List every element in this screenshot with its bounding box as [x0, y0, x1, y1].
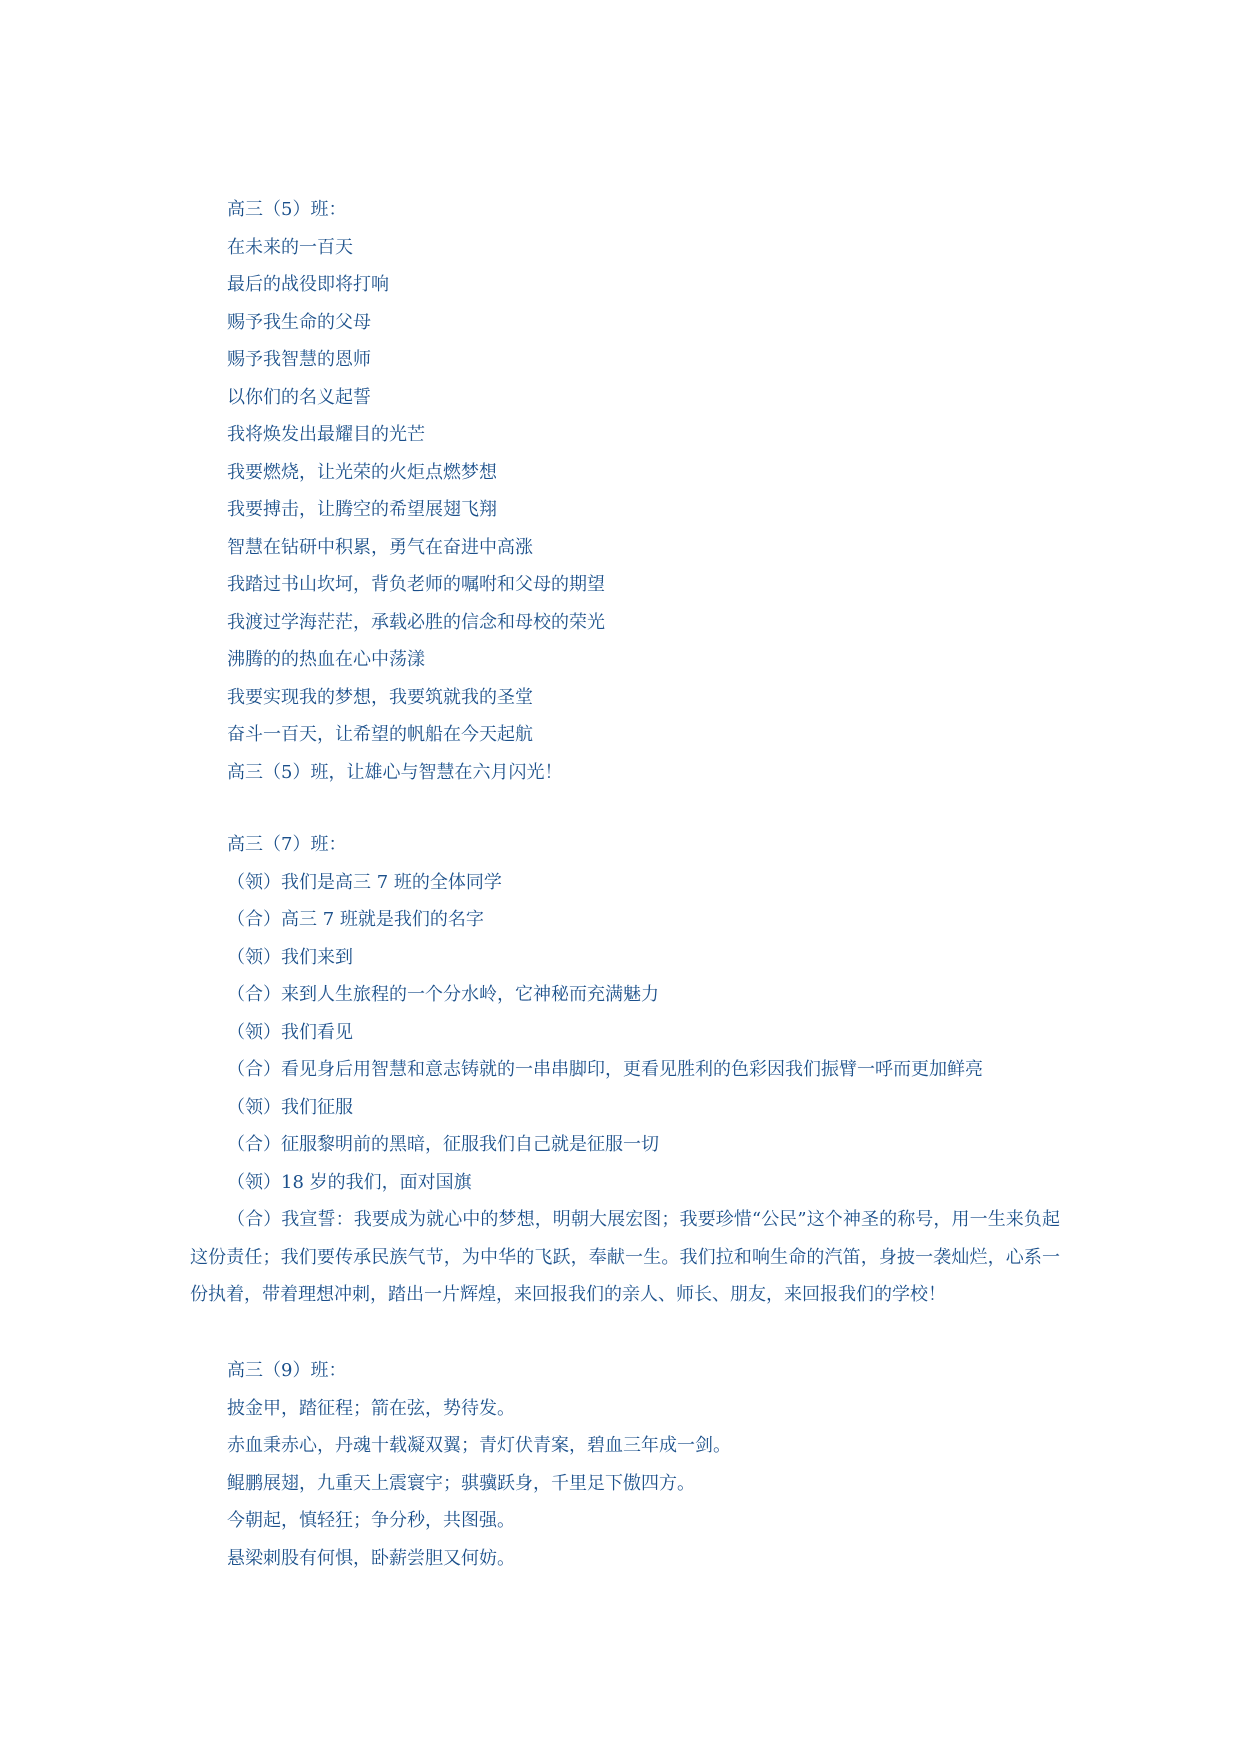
pledge-line: 赐予我智慧的恩师: [227, 349, 371, 370]
pledge-line: 奋斗一百天，让希望的帆船在今天起航: [227, 724, 533, 745]
pledge-line: （领）我们是高三 7 班的全体同学: [227, 871, 502, 893]
pledge-line: 智慧在钻研中积累，勇气在奋进中高涨: [227, 536, 533, 558]
pledge-line: 赐予我生命的父母: [227, 311, 371, 333]
class-9-pledge: [190, 1352, 1060, 1577]
pledge-line: 沸腾的的热血在心中荡漾: [227, 649, 425, 670]
pledge-line: （领）我们征服: [227, 1096, 353, 1118]
pledge-line: 在未来的一百天: [227, 236, 353, 258]
pledge-line: 披金甲，踏征程；箭在弦，势待发。: [227, 1397, 515, 1419]
pledge-line: （领）我们看见: [227, 1021, 353, 1043]
pledge-line: 我要搏击，让腾空的希望展翅飞翔: [227, 499, 497, 520]
pledge-line: （领）18 岁的我们，面对国旗: [227, 1171, 472, 1193]
pledge-line: 高三（5）班，让雄心与智慧在六月闪光！: [227, 761, 563, 783]
pledge-line: （合）看见身后用智慧和意志铸就的一串串脚印，更看见胜利的色彩因我们振臂一呼而更加鲜亮: [227, 1059, 983, 1080]
pledge-line: 最后的战役即将打响: [227, 274, 389, 295]
section-title: 高三（7）班：: [227, 834, 347, 855]
class-7-pledge: [190, 826, 1060, 1314]
pledge-line: （合）来到人生旅程的一个分水岭，它神秘而充满魅力: [227, 984, 659, 1005]
pledge-line: 我要实现我的梦想，我要筑就我的圣堂: [227, 686, 533, 708]
pledge-line: （合）高三 7 班就是我们的名字: [227, 909, 484, 930]
section-title: 高三（9）班：: [227, 1360, 347, 1381]
pledge-line: 悬梁刺股有何惧，卧薪尝胆又何妨。: [227, 1547, 515, 1569]
pledge-line: （领）我们来到: [227, 946, 353, 968]
pledge-line: 我渡过学海茫茫，承载必胜的信念和母校的荣光: [227, 611, 605, 633]
pledge-line: 今朝起，慎轻狂；争分秒，共图强。: [227, 1510, 515, 1531]
pledge-line: 我要燃烧，让光荣的火炬点燃梦想: [227, 461, 497, 483]
pledge-line: 赤血秉赤心，丹魂十载凝双翼；青灯伏青案，碧血三年成一剑。: [227, 1435, 731, 1456]
section-title: 高三（5）班：: [227, 199, 347, 220]
pledge-line: 我踏过书山坎坷，背负老师的嘱咐和父母的期望: [227, 574, 605, 595]
pledge-line: 我将焕发出最耀目的光芒: [227, 424, 425, 445]
oath-paragraph: （合）我宣誓：我要成为就心中的梦想，明朝大展宏图；我要珍惜“公民”这个神圣的称号，用一生来负起这份责任；我们要传承民族气节，为中华的飞跃，奉献一生。我们拉和响生命的汽笛，身披一袭灿烂，心系一份执着，带着理想冲刺，踏出一片辉煌，来回报我们的亲人、师长、朋友，来回报我们的学校！: [190, 1209, 1060, 1305]
class-5-pledge: [190, 191, 1060, 791]
pledge-line: 以你们的名义起誓: [227, 386, 371, 408]
pledge-line: 鲲鹏展翅，九重天上震寰宇；骐骥跃身，千里足下傲四方。: [227, 1472, 695, 1494]
pledge-line: （合）征服黎明前的黑暗，征服我们自己就是征服一切: [227, 1134, 659, 1155]
